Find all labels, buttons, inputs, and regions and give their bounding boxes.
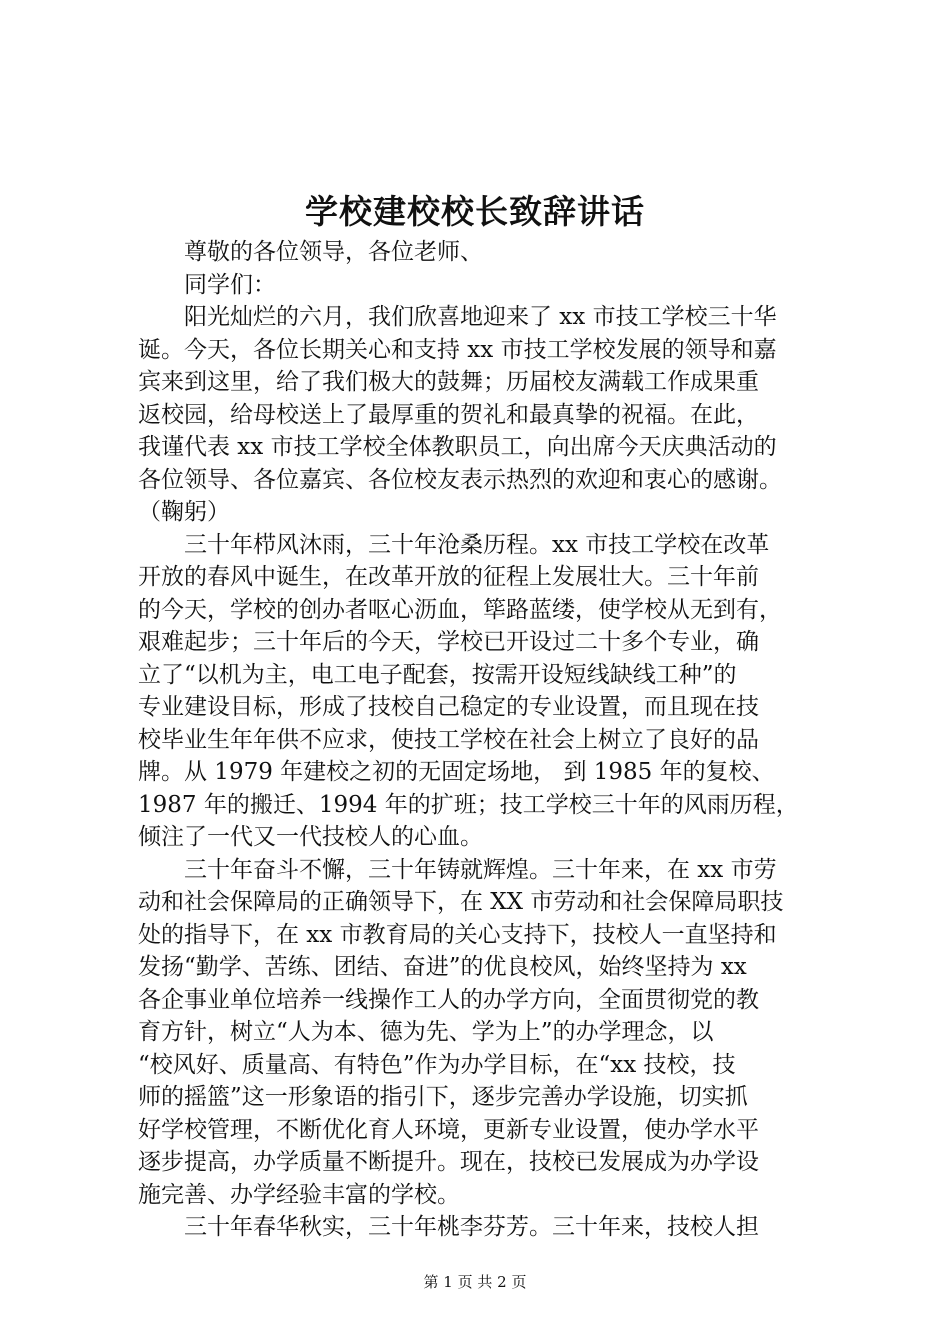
text-line: 阳光灿烂的六月，我们欣喜地迎来了 xx 市技工学校三十华 — [184, 304, 777, 330]
text-line: 1987 年的搬迁、1994 年的扩班；技工学校三十年的风雨历程， — [138, 791, 799, 818]
text-line: 好学校管理，不断优化育人环境，更新专业设置，使办学水平 — [138, 1116, 759, 1143]
text-line: （鞠躬） — [138, 499, 230, 525]
text-line: 三十年春华秋实，三十年桃李芬芳。三十年来，技校人担 — [184, 1214, 759, 1240]
text-line: 专业建设目标，形成了技校自己稳定的专业设置，而且现在技 — [138, 694, 759, 720]
text-line: 师的摇篮”这一形象语的指引下，逐步完善办学设施，切实抓 — [138, 1084, 748, 1110]
text-line: 发扬“勤学、苦练、团结、奋进”的优良校风，始终坚持为 xx — [138, 954, 747, 980]
text-line: “校风好、质量高、有特色”作为办学目标，在“xx 技校，技 — [138, 1051, 736, 1078]
text-line: 艰难起步；三十年后的今天，学校已开设过二十多个专业，确 — [138, 629, 759, 655]
text-line: 诞。今天，各位长期关心和支持 xx 市技工学校发展的领导和嘉 — [138, 336, 777, 363]
document-body — [138, 236, 838, 1244]
text-line: 返校园，给母校送上了最厚重的贺礼和最真挚的祝福。在此， — [138, 401, 759, 428]
text-line: 的今天，学校的创办者呕心沥血，筚路蓝缕，使学校从无到有， — [138, 596, 782, 623]
text-line: 尊敬的各位领导，各位老师、 — [184, 239, 483, 265]
text-line: 立了“以机为主，电工电子配套，按需开设短线缺线工种”的 — [138, 661, 737, 688]
text-line: 动和社会保障局的正确领导下，在 XX 市劳动和社会保障局职技 — [138, 889, 784, 915]
page-footer: 第 1 页 共 2 页 — [423, 1273, 527, 1291]
text-line: 倾注了一代又一代技校人的心血。 — [138, 824, 483, 850]
document-title: 学校建校校长致辞讲话 — [305, 192, 645, 231]
text-line: 宾来到这里，给了我们极大的鼓舞；历届校友满载工作成果重 — [138, 369, 759, 395]
text-line: 牌。从 1979 年建校之初的无固定场地， 到 1985 年的复校、 — [138, 759, 775, 785]
text-line: 开放的春风中诞生，在改革开放的征程上发展壮大。三十年前 — [138, 564, 759, 590]
text-line: 各企事业单位培养一线操作工人的办学方向，全面贯彻党的教 — [138, 986, 759, 1013]
text-line: 我谨代表 xx 市技工学校全体教职员工，向出席今天庆典活动的 — [138, 434, 777, 460]
text-line: 校毕业生年年供不应求，使技工学校在社会上树立了良好的品 — [138, 726, 759, 753]
text-line: 同学们： — [184, 271, 276, 298]
text-line: 三十年栉风沐雨，三十年沧桑历程。xx 市技工学校在改革 — [184, 531, 770, 558]
text-line: 育方针，树立“人为本、德为先、学为上”的办学理念，以 — [138, 1019, 714, 1045]
text-line: 施完善、办学经验丰富的学校。 — [138, 1181, 460, 1208]
text-line: 三十年奋斗不懈，三十年铸就辉煌。三十年来，在 xx 市劳 — [184, 856, 777, 883]
text-line: 逐步提高，办学质量不断提升。现在，技校已发展成为办学设 — [138, 1149, 759, 1175]
text-line: 处的指导下，在 xx 市教育局的关心支持下，技校人一直坚持和 — [138, 921, 777, 948]
text-line: 各位领导、各位嘉宾、各位校友表示热烈的欢迎和衷心的感谢。 — [138, 466, 782, 493]
